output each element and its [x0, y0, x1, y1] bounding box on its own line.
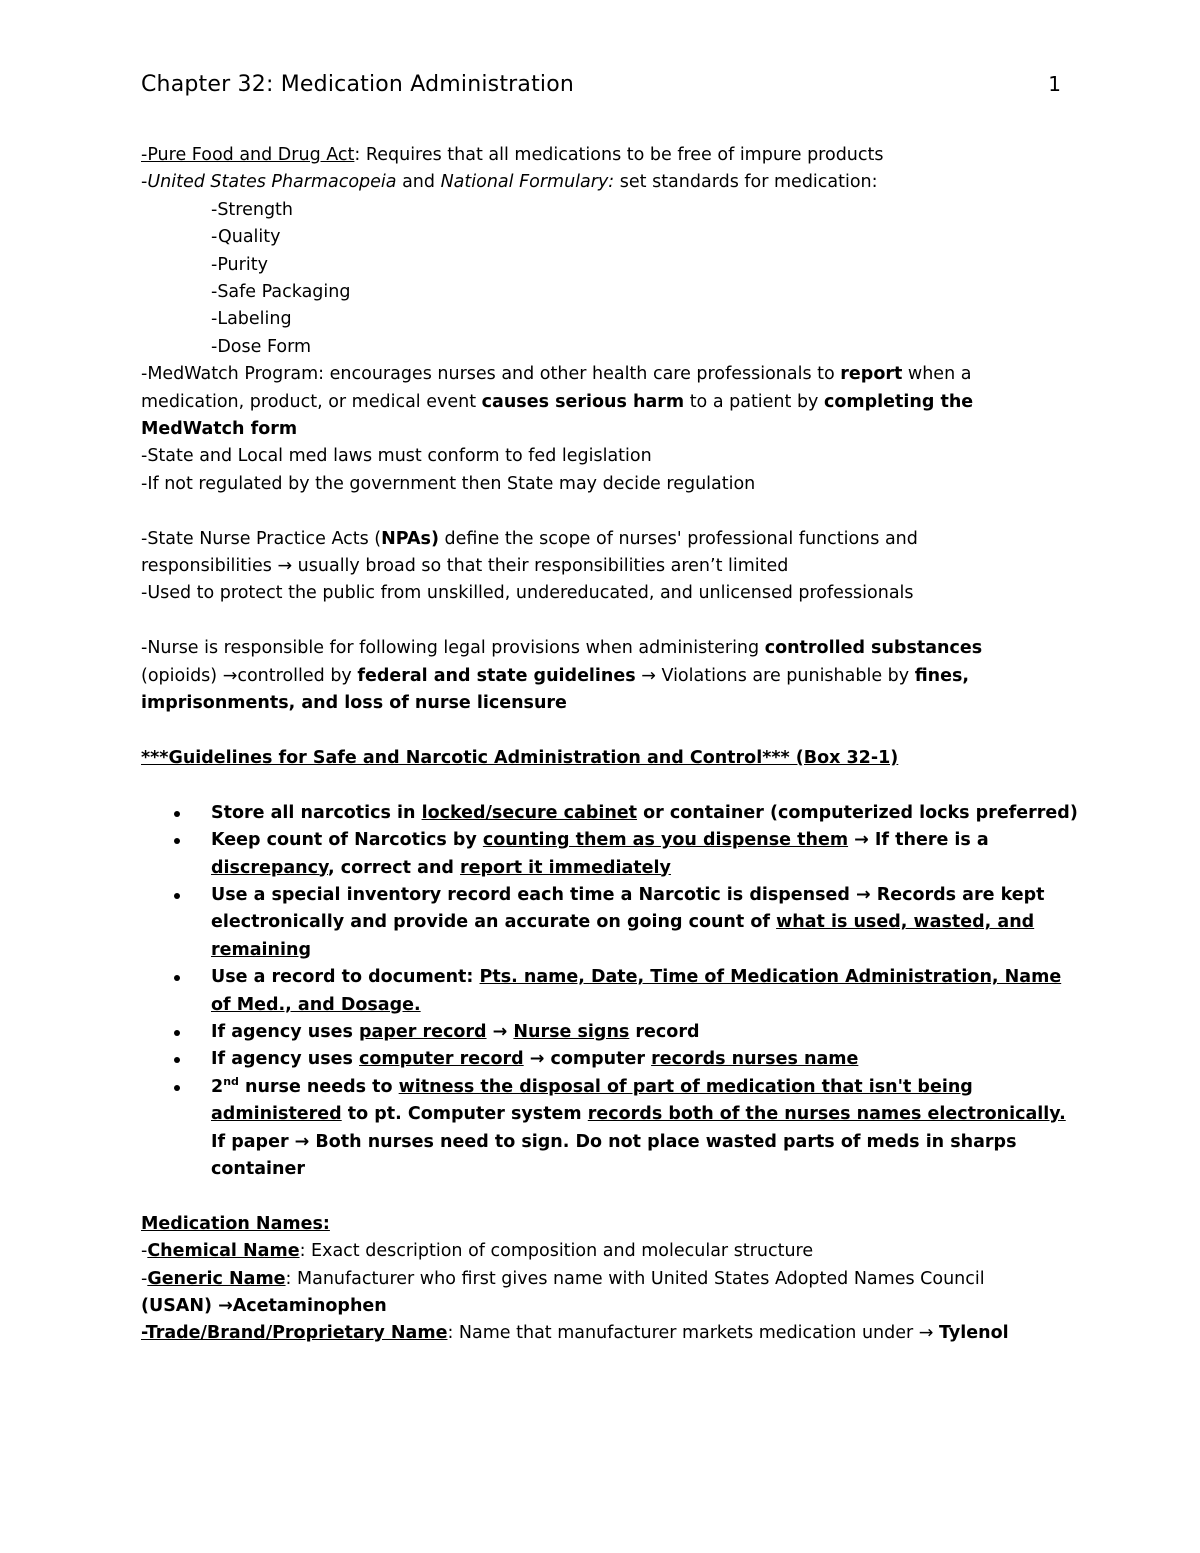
- generic-name-example: (USAN) →Acetaminophen: [141, 1295, 387, 1316]
- chemical-name-line: -Chemical Name: Exact description of composition and molecular structure: [141, 1241, 814, 1262]
- bullet-icon: [174, 975, 180, 981]
- controlled-line-3: imprisonments, and loss of nurse licensure: [141, 693, 567, 714]
- spacer: [141, 772, 1071, 799]
- controlled-line-2: (opioids) →controlled by federal and state guidelines → Violations are punishable by fines,: [141, 665, 970, 686]
- pure-food-drug-act-line: -Pure Food and Drug Act: Requires that all medications to be free of impure products: [141, 145, 884, 165]
- list-item: Use a record to document: Pts. name, Date, Time of Medication Administration, Name of Med., and Dosage.: [141, 964, 1071, 1019]
- state-laws-line: -State and Local med laws must conform to fed legislation: [141, 446, 652, 467]
- npa-line-3: -Used to protect the public from unskilled, undereducated, and unlicensed professionals: [141, 583, 914, 604]
- document-body: [141, 142, 1078, 1348]
- spacer: [141, 1183, 1071, 1210]
- list-item: Store all narcotics in locked/secure cabinet or container (computerized locks preferred): [141, 800, 1071, 827]
- standard-item: -Safe Packaging: [211, 282, 351, 303]
- spacer: [141, 608, 1071, 635]
- trade-name-line: -Trade/Brand/Proprietary Name: Name that manufacturer markets medication under → Tylenol: [141, 1323, 1009, 1344]
- page-header: [141, 72, 1061, 106]
- page-number: 1: [1048, 72, 1061, 96]
- medication-names-heading: Medication Names:: [141, 1213, 330, 1234]
- list-item: If agency uses computer record → computer records nurses name: [141, 1046, 1071, 1073]
- bullet-icon: [174, 838, 180, 844]
- list-item: Use a special inventory record each time a Narcotic is dispensed → Records are kept electronically and provide an accurate on going count of what is used, wasted, and remaining: [141, 882, 1071, 964]
- standard-item: -Purity: [211, 254, 268, 275]
- spacer: [141, 498, 1071, 525]
- generic-name-line: -Generic Name: Manufacturer who first gives name with United States Adopted Names Council: [141, 1268, 985, 1289]
- bullet-icon: [174, 1030, 180, 1036]
- state-regulation-line: -If not regulated by the government then State may decide regulation: [141, 473, 756, 494]
- list-item: Keep count of Narcotics by counting them as you dispense them → If there is a discrepancy, correct and report it immediately: [141, 827, 1071, 882]
- bullet-icon: [174, 811, 180, 817]
- medwatch-line-2: medication, product, or medical event causes serious harm to a patient by completing the: [141, 391, 974, 412]
- standard-item: -Labeling: [211, 309, 292, 330]
- chapter-title: Chapter 32: Medication Administration: [141, 72, 575, 97]
- standard-item: -Strength: [211, 199, 294, 220]
- list-item: 2nd nurse needs to witness the disposal of part of medication that isn't being administered to pt. Computer system records both of the nurses names electronically. If paper → Both nurses need to sign. Do not place wasted parts of meds in sharps container: [141, 1074, 1071, 1184]
- list-item: If agency uses paper record → Nurse signs record: [141, 1019, 1071, 1046]
- standard-item: -Dose Form: [211, 336, 312, 357]
- bullet-icon: [174, 893, 180, 899]
- standard-item: -Quality: [211, 227, 281, 248]
- guidelines-heading: ***Guidelines for Safe and Narcotic Administration and Control*** (Box 32-1): [141, 747, 899, 768]
- bullet-icon: [174, 1057, 180, 1063]
- bullet-icon: [174, 1085, 180, 1091]
- medwatch-line-1: -MedWatch Program: encourages nurses and other health care professionals to report when a: [141, 364, 972, 385]
- medwatch-line-3: MedWatch form: [141, 419, 298, 440]
- npa-line-2: responsibilities → usually broad so that their responsibilities aren’t limited: [141, 556, 789, 577]
- pharmacopeia-line: -United States Pharmacopeia and National Formulary: set standards for medication:: [141, 172, 878, 193]
- spacer: [141, 718, 1071, 745]
- guidelines-list: [141, 800, 1078, 1184]
- npa-line-1: -State Nurse Practice Acts (NPAs) define the scope of nurses' professional functions and: [141, 528, 918, 549]
- controlled-line-1: -Nurse is responsible for following legal provisions when administering controlled substances: [141, 638, 983, 659]
